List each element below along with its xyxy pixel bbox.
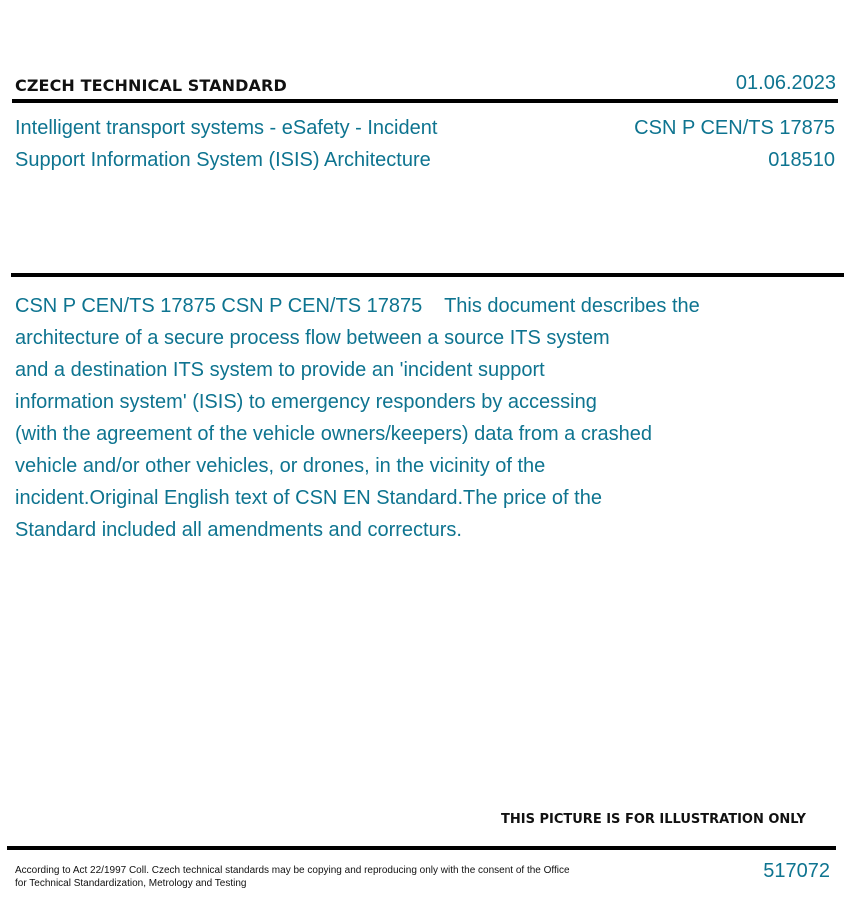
description-line: and a destination ITS system to provide an 'incident support xyxy=(15,359,545,381)
legal-notice-line-2: for Technical Standardization, Metrology and Testing xyxy=(15,878,247,889)
description-text xyxy=(15,290,775,546)
title-line-2: Support Information System (ISIS) Architecture xyxy=(15,149,431,171)
description-line: incident.Original English text of CSN EN Standard.The price of the xyxy=(15,487,602,509)
description-line: information system' (ISIS) to emergency responders by accessing xyxy=(15,391,597,413)
description-line: Standard included all amendments and correcturs. xyxy=(15,519,462,541)
description-line: CSN P CEN/TS 17875 CSN P CEN/TS 17875 This document describes the xyxy=(15,295,700,317)
standard-type-label: CZECH TECHNICAL STANDARD xyxy=(15,76,287,95)
legal-notice-line-1: According to Act 22/1997 Coll. Czech technical standards may be copying and reproducing only with the consent of the Office xyxy=(15,865,570,876)
title-divider xyxy=(11,273,844,277)
catalog-number: 517072 xyxy=(763,860,830,882)
header-divider xyxy=(12,99,838,103)
description-line: (with the agreement of the vehicle owners/keepers) data from a crashed xyxy=(15,423,652,445)
class-code: 018510 xyxy=(768,149,835,171)
title-line-1: Intelligent transport systems - eSafety - Incident xyxy=(15,117,438,139)
standard-designation: CSN P CEN/TS 17875 xyxy=(634,117,835,139)
description-line: architecture of a secure process flow between a source ITS system xyxy=(15,327,610,349)
illustration-notice: THIS PICTURE IS FOR ILLUSTRATION ONLY xyxy=(501,812,806,827)
publication-date: 01.06.2023 xyxy=(735,72,836,94)
legal-notice xyxy=(15,864,595,890)
description-line: vehicle and/or other vehicles, or drones, in the vicinity of the xyxy=(15,455,546,477)
footer-divider xyxy=(7,846,836,850)
